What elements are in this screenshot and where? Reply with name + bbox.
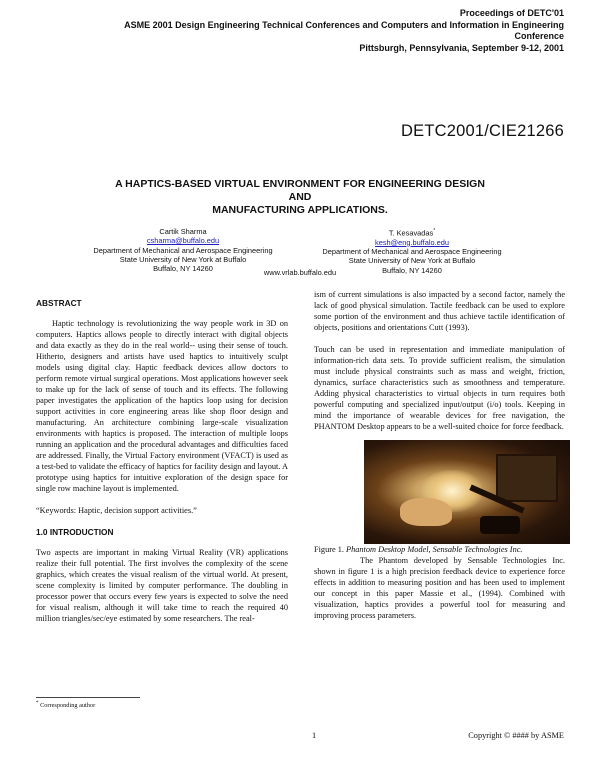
paper-id: DETC2001/CIE21266	[401, 122, 564, 140]
author-department: Department of Mechanical and Aerospace Engineering	[93, 245, 273, 255]
author-name: Cartik Sharma	[159, 227, 207, 236]
photo-monitor	[496, 454, 558, 502]
paper-title	[110, 178, 490, 217]
abstract-heading: ABSTRACT	[36, 298, 82, 308]
abstract-body: Haptic technology is revolutionizing the way people work in 3D on computers. Haptics allows people to directly interact with digital objects and data exactly as they do in the real world-- using their sense of touch. Hitherto, designers and artists have used haptics to intuitively sculpt models using digital clay. Haptic feedback devices allow doctors to perform remote virtual surgical operations. Most applications however seek to make up for the lack of sense of touch and its effects. The following paper investigates the application of the haptics loop using for decision support activities in core engineering areas like shop floor design and manufacturing. An architecture combining large-scale visualization environments with haptics is proposed. The interaction of multiple loops running an application and the procedural advantages and difficulties faced are addressed. Finally, the Virtual Factory environment (VFACT) is used as a test-bed to validate the efficacy of haptics for facility design and layout. A prototype using haptics for intuitive exploration of the design space for single row machine layout is implemented.	[36, 319, 288, 493]
photo-hand	[400, 498, 452, 526]
figure-label: Figure 1.	[314, 545, 344, 554]
footnote-text: Corresponding author	[40, 702, 96, 710]
photo-phantom-base	[480, 516, 520, 534]
footnote	[36, 701, 95, 709]
introduction-body: Two aspects are important in making Virtual Reality (VR) applications realize their full potential. The first involves the complexity of the scene graphics, which creates the visual realism of the virtual world. At present, scene complexity is limited by computer performance. The doubling in processor power that occurs every few years is expected to solve the need for visual realism, although it will take time to reach the required 40 million triangles/sec/eye estimated by some researchers. The real-	[36, 548, 288, 623]
right-column	[314, 289, 565, 621]
proceedings-line-1: Proceedings of DETC'01	[459, 8, 564, 18]
figure-title: Phantom Desktop Model, Sensable Technologies Inc.	[346, 545, 523, 554]
author-email-link[interactable]: kesh@eng.buffalo.edu	[375, 237, 449, 247]
intro-paragraph-continued: ism of current simulations is also impacted by a second factor, namely the lack of good physical simulation. Tactile feedback can be used to explore some portion of the environment and thus achieve tactile identification of objects, positions and orientations Cutt (1993).	[314, 290, 565, 332]
proceedings-line-4: Pittsburgh, Pennsylvania, September 9-12, 2001	[359, 42, 564, 53]
touch-paragraph: Touch can be used in representation and immediate manipulation of information-rich data sets. To provide sufficient realism, the simulation must include physical constraints such as mass and weight, friction, dynamics, surface characteristics such as smoothness and temperature. Adding physical characteristics to virtual objects in turn requires both powerful computing and specialized input/output (i/o) tools. Keeping in mind the importance of wearable devices for free navigation, the PHANTOM Desktop appears to be a well-suited choice for force feedback.	[314, 345, 565, 431]
author-city: Buffalo, NY 14260	[382, 265, 442, 275]
copyright: Copyright © #### by ASME	[468, 731, 564, 740]
figure-1-caption	[314, 544, 565, 555]
proceedings-header	[24, 8, 564, 54]
phantom-paragraph: The Phantom developed by Sensable Technologies Inc. shown in figure 1 is a high precision feedback device to experience force effects in addition to measuring position and has been used to implement our concept in this paper Massie et al., (1994). Combined with visualization, haptics provides a powerful tool for measuring and improving process parameters.	[314, 556, 565, 620]
footnote-rule	[36, 697, 140, 698]
title-line-2: MANUFACTURING APPLICATIONS.	[212, 204, 388, 216]
figure-1-photo	[364, 440, 570, 544]
author-university: State University of New York at Buffalo	[348, 256, 476, 266]
author-city: Buffalo, NY 14260	[153, 264, 213, 274]
footnote-mark: *	[36, 701, 39, 706]
title-line-1: A HAPTICS-BASED VIRTUAL ENVIRONMENT FOR ENGINEERING DESIGN AND	[115, 178, 485, 203]
introduction-heading: 1.0 INTRODUCTION	[36, 527, 114, 537]
author-email-link[interactable]: csharma@buffalo.edu	[146, 236, 220, 246]
left-column	[36, 298, 288, 624]
author-university: State University of New York at Buffalo	[119, 254, 247, 264]
corresponding-mark: *	[433, 228, 436, 234]
proceedings-line-2: ASME 2001 Design Engineering Technical Conferences and Computers and Information in Engineering	[124, 19, 564, 30]
author-block-1	[70, 227, 296, 273]
author-department: Department of Mechanical and Aerospace Engineering	[322, 247, 502, 257]
author-name: T. Kesavadas	[388, 228, 434, 238]
proceedings-line-3: Conference	[514, 31, 564, 41]
author-name-line	[302, 227, 522, 238]
lab-website: www.vrlab.buffalo.edu	[263, 268, 337, 277]
page-number: 1	[312, 731, 317, 740]
keywords: “Keywords: Haptic, decision support activities.”	[36, 506, 197, 515]
